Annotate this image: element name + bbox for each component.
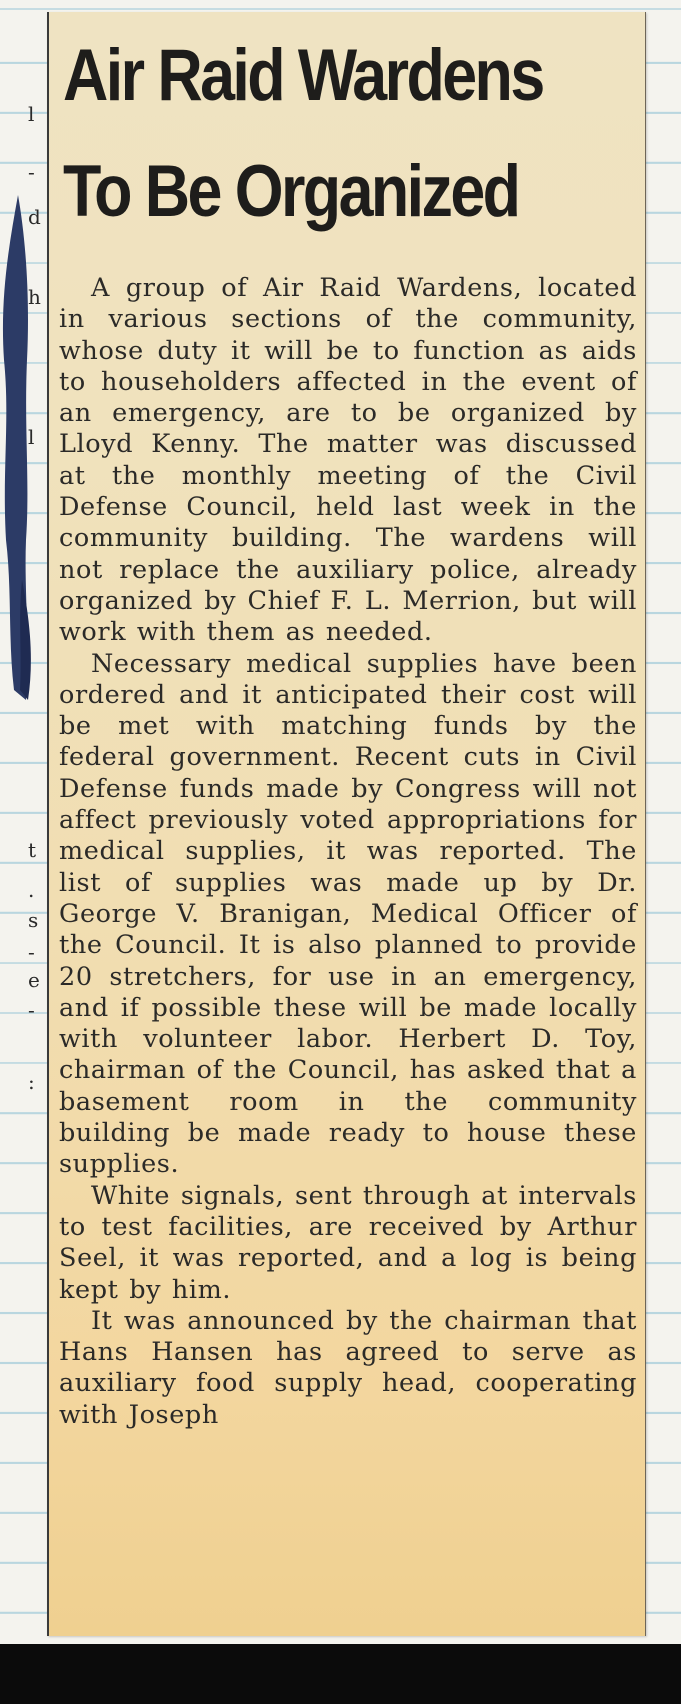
- margin-fragment: -: [28, 998, 35, 1022]
- article-body: [59, 273, 637, 1431]
- margin-fragment: .: [28, 878, 35, 902]
- headline-line-1: Air Raid Wardens: [63, 35, 543, 116]
- margin-fragment: h: [28, 285, 41, 309]
- margin-fragment: l: [28, 102, 35, 126]
- margin-fragment: t: [28, 838, 37, 862]
- scan-border: [0, 1644, 681, 1704]
- headline-line-2: To Be Organized: [63, 151, 519, 232]
- newspaper-clipping: [47, 12, 646, 1636]
- article-paragraph: It was announced by the chairman that Hans Hansen has agreed to serve as auxiliary food supply head, cooperating with Joseph: [59, 1305, 637, 1430]
- margin-fragment: -: [28, 160, 35, 184]
- margin-fragment: -: [28, 940, 35, 964]
- left-margin-fragments: [20, 0, 48, 1640]
- margin-fragment: e: [28, 968, 40, 992]
- margin-fragment: s: [28, 908, 39, 932]
- article-paragraph: Necessary medical supplies have been ordered and it anticipated their cost will be met with matching funds by the federal government. Recent cuts in Civil Defense funds made by Congress will not affect previously voted appropriations for medical supplies, it was reported. The list of supplies was made up by Dr. George V. Branigan, Medical Officer of the Council. It is also planned to provide 20 stretchers, for use in an emergency, and if possible these will be made locally with volunteer labor. Herbert D. Toy, chairman of the Council, has asked that a basement room in the community building be made ready to house these supplies.: [59, 648, 637, 1180]
- margin-fragment: l: [28, 425, 35, 449]
- article-paragraph: White signals, sent through at intervals to test facilities, are received by Arthur Seel, it was reported, and a log is being kept by him.: [59, 1180, 637, 1305]
- margin-fragment: :: [28, 1070, 35, 1094]
- margin-fragment: d: [28, 205, 41, 229]
- headline: [63, 18, 558, 250]
- article-paragraph: A group of Air Raid Wardens, located in various sections of the community, whose duty it will be to function as aids to householders affected in the event of an emergency, are to be organized by Lloyd Kenny. The matter was discussed at the monthly meeting of the Civil Defense Council, held last week in the community building. The wardens will not replace the auxiliary police, already organized by Chief F. L. Merrion, but will work with them as needed.: [59, 273, 637, 648]
